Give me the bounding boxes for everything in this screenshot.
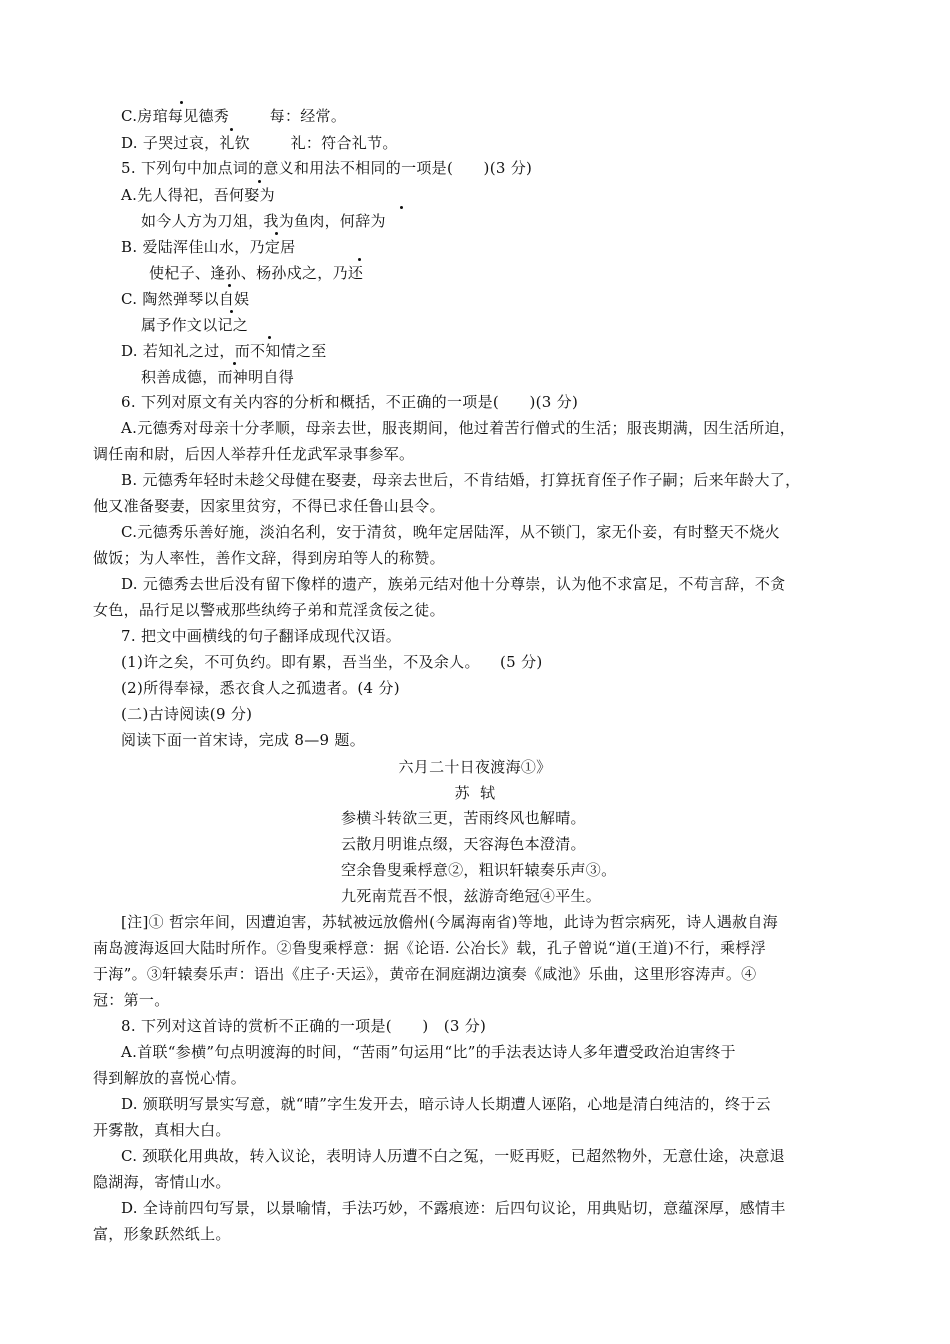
notes-line-1: [注]① 哲宗年间，因遭迫害，苏轼被远放儋州(今属海南省)等地，此诗为哲宗病死，诗人遇赦自海 (121, 913, 778, 931)
q6-option-a-line2: 调任南和尉，后因人举荐升任龙武军录事参军。 (93, 445, 415, 463)
poem-line-1: 参横斗转欲三更，苦雨终风也解晴。 (341, 809, 586, 827)
q7-sentence-2: (2)所得奉禄，悉衣食人之孤遗者。(4 分) (121, 679, 400, 697)
q6-option-c-line1: C.元德秀乐善好施，淡泊名利，安于清贫，晚年定居陆浑，从不锁门，家无仆妾，有时整天不烧火 (121, 523, 780, 541)
poem-line-3: 空余鲁叟乘桴意②，粗识轩辕奏乐声③。 (341, 861, 617, 879)
poem-line-2: 云散月明谁点缀，天容海色本澄清。 (341, 835, 586, 853)
question-8: 8. 下列对这首诗的赏析不正确的一项是( ) (3 分) (121, 1017, 487, 1035)
q6-option-a-line1: A.元德秀对母亲十分孝顺，母亲去世，服丧期间，他过着苦行僧式的生活；服丧期满，因生活所迫， (121, 419, 796, 437)
q5-option-d-line2: 积善成德，而神明自得 (141, 368, 295, 386)
q8-option-b-line2: 开雾散，真相大白。 (93, 1121, 231, 1139)
emphasis-dot (230, 128, 233, 131)
q5-option-b-line1: B. 爱陆浑佳山水，乃定居 (121, 238, 296, 256)
q5-option-b-line2: 使杞子、逢孙、杨孙戍之，乃还 (149, 264, 364, 282)
q5-option-a-line2: 如今人方为刀俎，我为鱼肉，何辞为 (141, 212, 386, 230)
question-7: 7. 把文中画横线的句子翻译成现代汉语。 (121, 627, 402, 645)
emphasis-dot (230, 310, 233, 313)
q5-option-a-line1: A.先人得祀，吾何娶为 (121, 186, 275, 204)
q8-option-a-line1: A.首联“参横”句点明渡海的时间，“苦雨”句运用“比”的手法表达诗人多年遭受政治迫害终于 (121, 1043, 736, 1061)
poem-author: 苏 轼 (454, 784, 496, 802)
q6-option-d-line1: D. 元德秀去世后没有留下像样的遗产，族弟元结对他十分尊崇，认为他不求富足，不苟言辞，不贪 (121, 575, 786, 593)
q6-option-b-line2: 他又准备娶妻，因家里贫穷，不得已求任鲁山县令。 (93, 497, 445, 515)
emphasis-dot (228, 284, 231, 287)
q6-option-b-line1: B. 元德秀年轻时未趁父母健在娶妻，母亲去世后，不肯结婚，打算抚育侄子作子嗣；后来年龄大了， (121, 471, 801, 489)
emphasis-dot (233, 362, 236, 365)
notes-line-3: 于海”。③轩辕奏乐声：语出《庄子·天运》，黄帝在洞庭湖边演奏《咸池》乐曲，这里形容涛声。④ (93, 965, 757, 983)
question-5: 5. 下列句中加点词的意义和用法不相同的一项是( )(3 分) (121, 159, 533, 177)
emphasis-dot (275, 232, 278, 235)
section-heading-poetry: (二)古诗阅读(9 分) (121, 705, 253, 723)
poem-line-4: 九死南荒吾不恨，兹游奇绝冠④平生。 (341, 887, 602, 905)
q6-option-d-line2: 女色，品行足以警戒那些纨绔子弟和荒淫贪佞之徒。 (93, 601, 445, 619)
poem-title: 六月二十日夜渡海①》 (398, 758, 552, 776)
q4-option-d: D. 子哭过哀，礼钦 礼：符合礼节。 (121, 134, 398, 152)
emphasis-dot (180, 101, 183, 104)
q7-sentence-1: (1)许之矣，不可负约。即有累，吾当坐，不及余人。 (5 分) (121, 653, 543, 671)
q6-option-c-line2: 做饭；为人率性，善作文辞，得到房珀等人的称赞。 (93, 549, 445, 567)
q5-option-d-line1: D. 若知礼之过，而不知情之至 (121, 342, 327, 360)
q5-option-c-line2: 属予作文以记之 (141, 316, 249, 334)
emphasis-dot (400, 206, 403, 209)
emphasis-dot (358, 258, 361, 261)
q8-option-a-line2: 得到解放的喜悦心情。 (93, 1069, 247, 1087)
notes-line-2: 南岛渡海返回大陆时所作。②鲁叟乘桴意：据《论语. 公冶长》载，孔子曾说“道(王道)不行，乘桴浮 (93, 939, 767, 957)
emphasis-dot (268, 336, 271, 339)
reading-instruction: 阅读下面一首宋诗，完成 8—9 题。 (121, 731, 366, 749)
notes-line-4: 冠：第一。 (93, 991, 170, 1009)
question-6: 6. 下列对原文有关内容的分析和概括，不正确的一项是( )(3 分) (121, 393, 579, 411)
q8-option-c-line1: C. 颈联化用典故，转入议论，表明诗人历遭不白之冤，一贬再贬，已超然物外，无意仕途，决意退 (121, 1147, 785, 1165)
q4-option-c: C.房琯每见德秀 每：经常。 (121, 107, 347, 125)
q8-option-c-line2: 隐湖海，寄情山水。 (93, 1173, 231, 1191)
q8-option-d-line2: 富，形象跃然纸上。 (93, 1225, 231, 1243)
q8-option-d-line1: D. 全诗前四句写景，以景喻情，手法巧妙，不露痕迹：后四句议论，用典贴切，意蕴深厚，感情丰 (121, 1199, 786, 1217)
emphasis-dot (258, 180, 261, 183)
q5-option-c-line1: C. 陶然弹琴以自娱 (121, 290, 250, 308)
q8-option-b-line1: D. 颁联明写景实写意，就“晴”字生发开去，暗示诗人长期遭人诬陷，心地是清白纯洁的，终于云 (121, 1095, 771, 1113)
